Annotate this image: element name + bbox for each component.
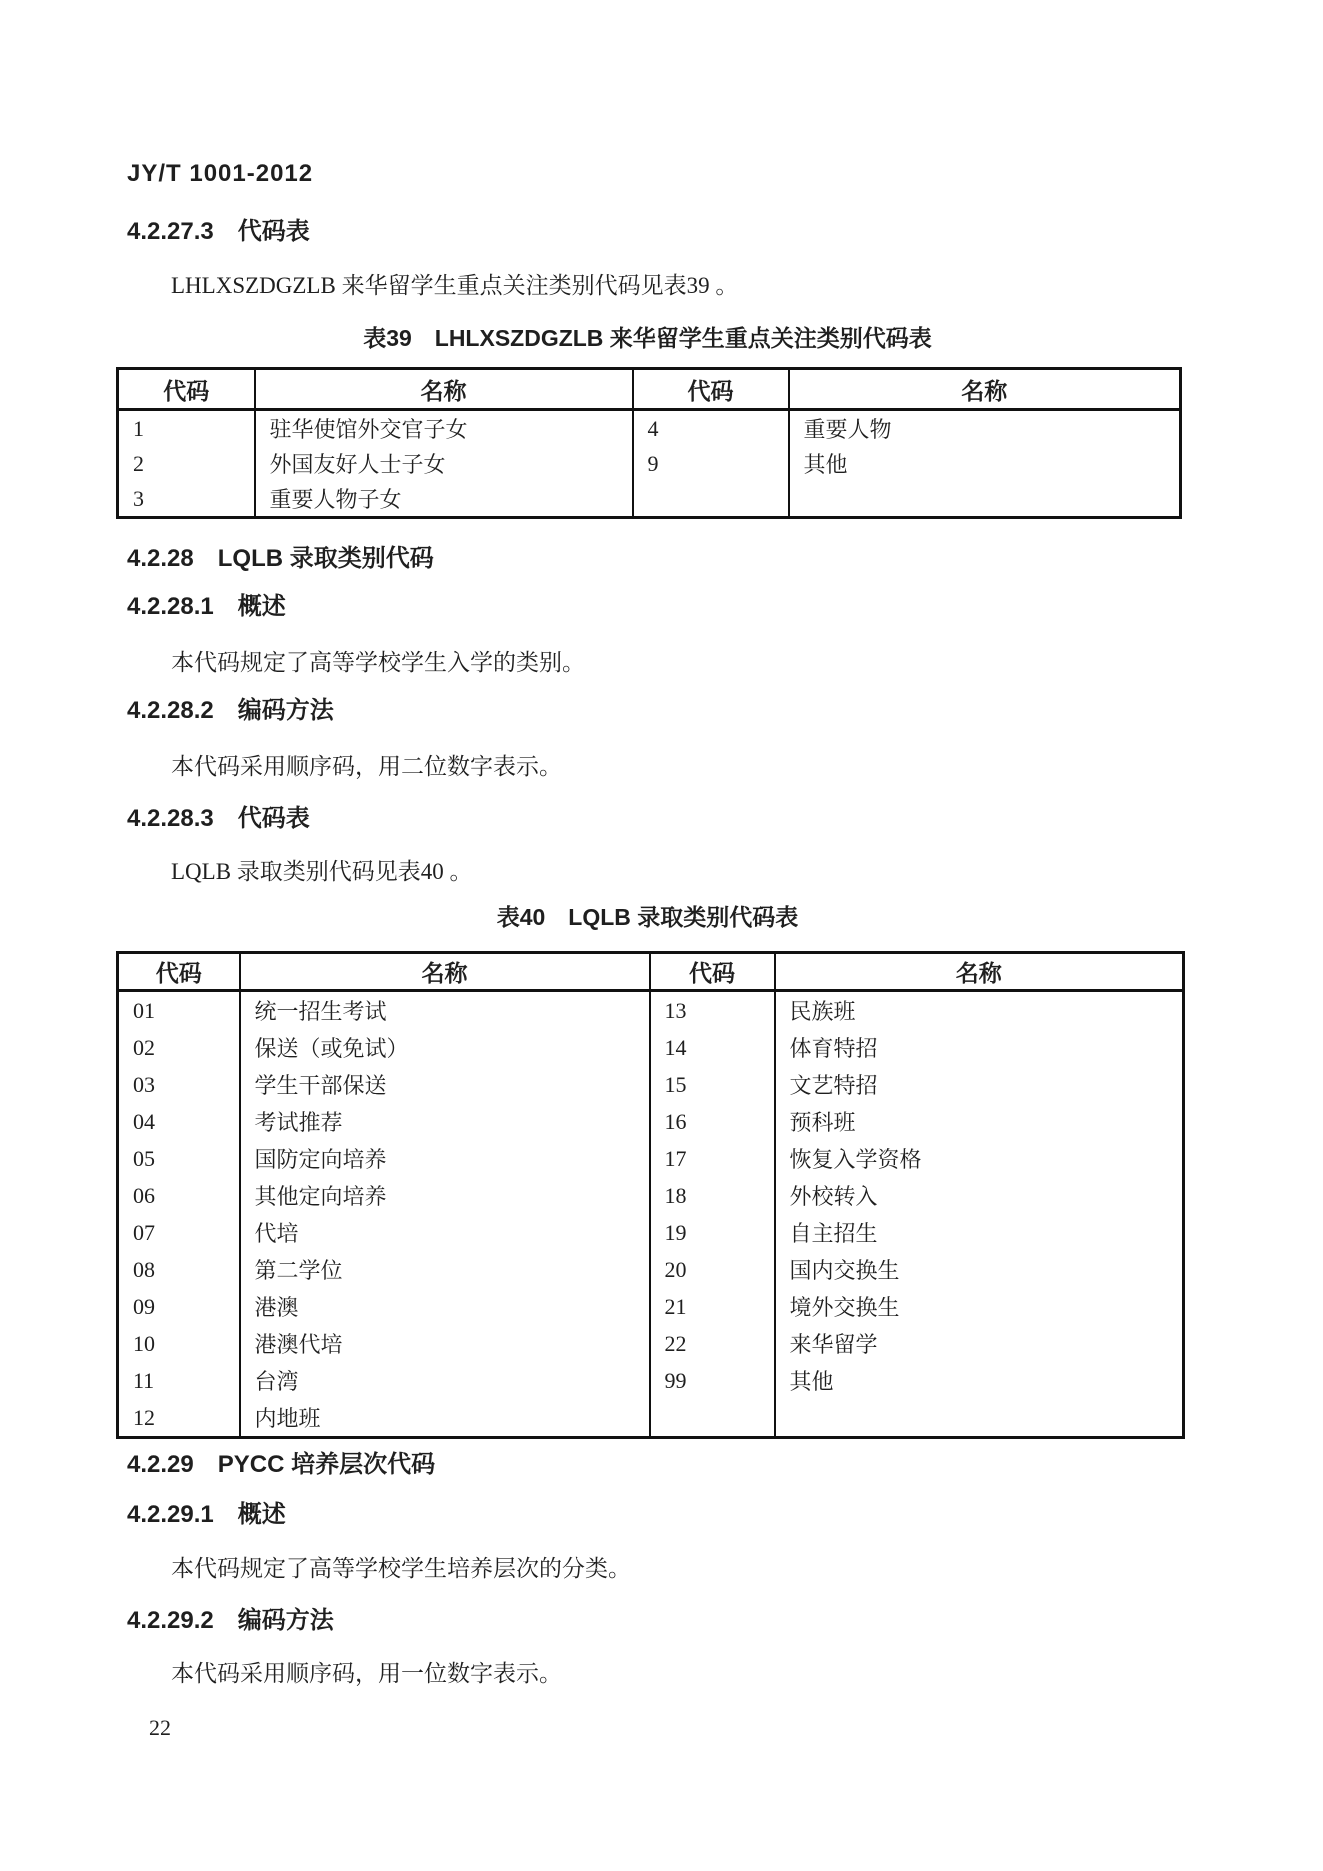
name-cell xyxy=(775,1399,1184,1438)
name-cell: 保送（或免试） xyxy=(240,1029,650,1066)
code-cell: 11 xyxy=(133,1367,155,1393)
code-cell: 20 xyxy=(650,1251,775,1288)
name-cell: 其他定向培养 xyxy=(240,1177,650,1214)
name-cell: 港澳代培 xyxy=(240,1325,650,1362)
section-title: LQLB 录取类别代码 xyxy=(217,545,434,572)
code-cell: 15 xyxy=(650,1066,775,1103)
table-row xyxy=(118,410,1181,447)
code-cell xyxy=(633,481,789,518)
name-cell: 考试推荐 xyxy=(240,1103,650,1140)
table-row xyxy=(118,1177,1184,1214)
table-row xyxy=(118,1288,1184,1325)
name-cell: 学生干部保送 xyxy=(240,1066,650,1103)
section-number: 4.2.28.2 xyxy=(127,697,214,724)
name-cell: 体育特招 xyxy=(775,1029,1184,1066)
section-heading-4-2-29-1 xyxy=(127,1501,1323,1528)
section-heading-4-2-27-3 xyxy=(127,218,1323,245)
name-cell: 代培 xyxy=(240,1214,650,1251)
table40-caption: 表40 LQLB 录取类别代码表 xyxy=(496,904,799,930)
name-cell: 自主招生 xyxy=(775,1214,1184,1251)
section-title: 编码方法 xyxy=(237,1607,334,1634)
section-heading-4-2-28 xyxy=(127,545,1323,572)
paragraph-4-2-28-overview: 本代码规定了高等学校学生入学的类别。 xyxy=(171,650,585,675)
column-header: 代码 xyxy=(118,369,255,410)
code-cell: 16 xyxy=(650,1103,775,1140)
code-cell: 03 xyxy=(133,1071,155,1097)
code-cell: 21 xyxy=(650,1288,775,1325)
code-cell: 1 xyxy=(133,415,144,441)
code-cell: 10 xyxy=(133,1330,155,1356)
column-header: 名称 xyxy=(789,369,1181,410)
code-cell: 19 xyxy=(650,1214,775,1251)
code-cell: 05 xyxy=(133,1145,155,1171)
code-cell: 13 xyxy=(650,991,775,1030)
section-number: 4.2.28.3 xyxy=(127,805,214,832)
name-cell: 驻华使馆外交官子女 xyxy=(255,410,633,447)
code-cell: 18 xyxy=(650,1177,775,1214)
section-number: 4.2.29 xyxy=(127,1451,194,1478)
code-cell: 9 xyxy=(633,446,789,481)
name-cell: 台湾 xyxy=(240,1362,650,1399)
code-cell: 12 xyxy=(133,1404,155,1430)
code-cell: 22 xyxy=(650,1325,775,1362)
section-number: 4.2.28.1 xyxy=(127,593,214,620)
name-cell: 其他 xyxy=(789,446,1181,481)
paragraph-table40-reference: LQLB 录取类别代码见表40 。 xyxy=(171,859,473,884)
code-cell: 07 xyxy=(133,1219,155,1245)
section-number: 4.2.27.3 xyxy=(127,218,214,245)
code-cell xyxy=(650,1399,775,1438)
name-cell: 来华留学 xyxy=(775,1325,1184,1362)
code-cell: 06 xyxy=(133,1182,155,1208)
name-cell: 港澳 xyxy=(240,1288,650,1325)
name-cell: 外国友好人士子女 xyxy=(255,446,633,481)
code-cell: 3 xyxy=(133,485,144,511)
table-row xyxy=(118,446,1181,481)
code-cell: 09 xyxy=(133,1293,155,1319)
column-header: 代码 xyxy=(118,953,240,991)
table-row xyxy=(118,481,1181,518)
name-cell: 其他 xyxy=(775,1362,1184,1399)
section-title: PYCC 培养层次代码 xyxy=(217,1451,436,1478)
code-cell: 17 xyxy=(650,1140,775,1177)
code-cell: 08 xyxy=(133,1256,155,1282)
section-title: 代码表 xyxy=(237,218,310,245)
table-row xyxy=(118,1362,1184,1399)
table-row xyxy=(118,1251,1184,1288)
column-header: 名称 xyxy=(255,369,633,410)
column-header: 代码 xyxy=(650,953,775,991)
name-cell: 统一招生考试 xyxy=(240,991,650,1030)
table-row xyxy=(118,1029,1184,1066)
name-cell: 内地班 xyxy=(240,1399,650,1438)
name-cell: 预科班 xyxy=(775,1103,1184,1140)
code-cell: 99 xyxy=(650,1362,775,1399)
name-cell: 国内交换生 xyxy=(775,1251,1184,1288)
page-number: 22 xyxy=(149,1715,171,1740)
table-row xyxy=(118,991,1184,1030)
document-code: JY/T 1001-2012 xyxy=(127,160,314,187)
paragraph-4-2-29-overview: 本代码规定了高等学校学生培养层次的分类。 xyxy=(171,1556,631,1581)
section-title: 概述 xyxy=(237,593,286,620)
section-heading-4-2-28-3 xyxy=(127,805,1323,832)
section-title: 概述 xyxy=(237,1501,286,1528)
name-cell: 恢复入学资格 xyxy=(775,1140,1184,1177)
code-cell: 01 xyxy=(133,997,155,1023)
section-title: 编码方法 xyxy=(237,697,334,724)
code-table-40 xyxy=(116,951,1185,1439)
name-cell: 民族班 xyxy=(775,991,1184,1030)
table-header-row xyxy=(118,953,1184,991)
name-cell: 外校转入 xyxy=(775,1177,1184,1214)
section-title: 代码表 xyxy=(237,805,310,832)
table-row xyxy=(118,1066,1184,1103)
code-cell: 02 xyxy=(133,1034,155,1060)
paragraph-4-2-29-method: 本代码采用顺序码，用一位数字表示。 xyxy=(171,1661,562,1686)
section-heading-4-2-28-1 xyxy=(127,593,1323,620)
name-cell xyxy=(789,481,1181,518)
name-cell: 重要人物子女 xyxy=(255,481,633,518)
table-header-row xyxy=(118,369,1181,410)
column-header: 名称 xyxy=(240,953,650,991)
name-cell: 第二学位 xyxy=(240,1251,650,1288)
code-table-39 xyxy=(116,367,1182,519)
code-cell: 4 xyxy=(633,410,789,447)
section-heading-4-2-28-2 xyxy=(127,697,1323,724)
column-header: 代码 xyxy=(633,369,789,410)
name-cell: 国防定向培养 xyxy=(240,1140,650,1177)
section-number: 4.2.29.1 xyxy=(127,1501,214,1528)
column-header: 名称 xyxy=(775,953,1184,991)
name-cell: 文艺特招 xyxy=(775,1066,1184,1103)
table39-caption: 表39 LHLXSZDGZLB 来华留学生重点关注类别代码表 xyxy=(363,325,932,351)
table-row xyxy=(118,1399,1184,1438)
name-cell: 重要人物 xyxy=(789,410,1181,447)
table-row xyxy=(118,1214,1184,1251)
name-cell: 境外交换生 xyxy=(775,1288,1184,1325)
section-heading-4-2-29-2 xyxy=(127,1607,1323,1634)
section-heading-4-2-29 xyxy=(127,1451,1323,1478)
paragraph-table39-reference: LHLXSZDGZLB 来华留学生重点关注类别代码见表39 。 xyxy=(171,273,739,298)
code-cell: 14 xyxy=(650,1029,775,1066)
section-number: 4.2.29.2 xyxy=(127,1607,214,1634)
code-cell: 2 xyxy=(133,450,144,476)
code-cell: 04 xyxy=(133,1108,155,1134)
table-row xyxy=(118,1103,1184,1140)
table-row xyxy=(118,1325,1184,1362)
section-number: 4.2.28 xyxy=(127,545,194,572)
table-row xyxy=(118,1140,1184,1177)
paragraph-4-2-28-method: 本代码采用顺序码，用二位数字表示。 xyxy=(171,754,562,779)
